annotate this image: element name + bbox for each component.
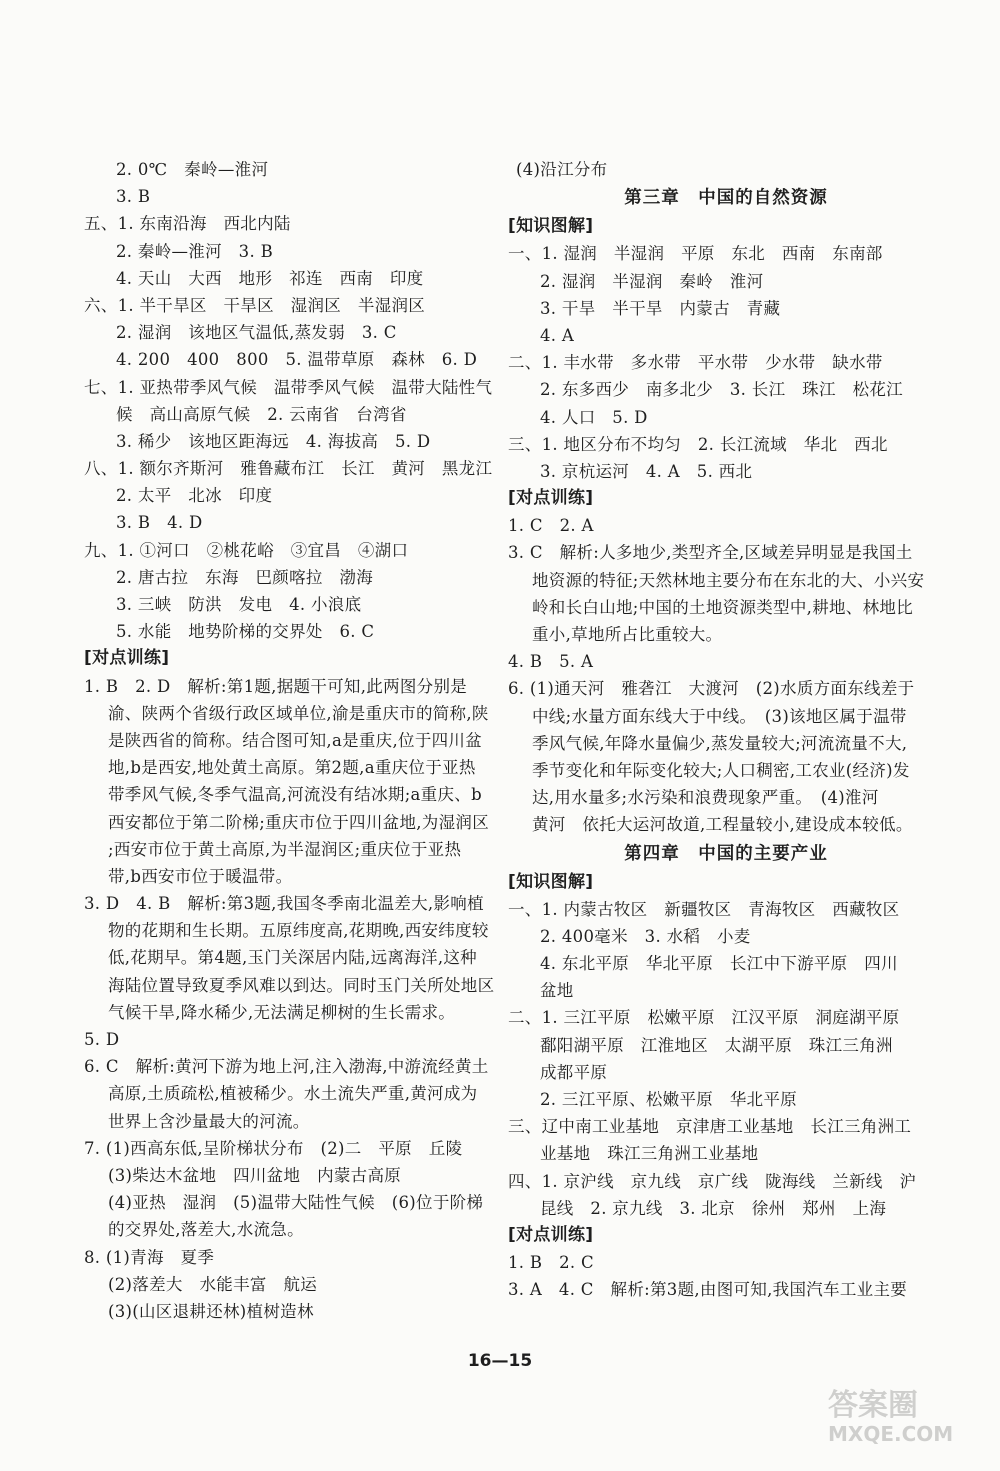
text-line: ;西安市位于黄土高原,为半湿润区;重庆位于亚热 (108, 839, 462, 859)
watermark-logo (820, 1379, 970, 1449)
text-line: 中线;水量方面东线大于中线。 (3)该地区属于温带 (532, 706, 907, 726)
text-line: 三、1. 地区分布不均匀 2. 长江流域 华北 西北 (508, 434, 888, 454)
text-line: 昆线 2. 京九线 3. 北京 徐州 郑州 上海 (540, 1198, 887, 1218)
text-line: 黄河 依托大运河故道,工程量较小,建设成本较低。 (532, 815, 913, 835)
text-line: 1. B 2. D 解析:第1题,据题干可知,此两图分别是 (84, 676, 468, 696)
text-line: 带季风气候,冬季气温高,河流没有结冰期;a重庆、b (108, 785, 482, 805)
text-line: 三、辽中南工业基地 京津唐工业基地 长江三角洲工 (508, 1117, 912, 1137)
text-line: 4. 东北平原 华北平原 长江中下游平原 四川 (540, 954, 898, 974)
page-number: 16—15 (467, 1351, 533, 1371)
text-line: 4. 人口 5. D (540, 407, 648, 427)
text-line: 1. B 2. C (508, 1253, 594, 1273)
text-line: 7. (1)西高东低,呈阶梯状分布 (2)二 平原 丘陵 (84, 1138, 463, 1158)
text-line: (2)落差大 水能丰富 航运 (108, 1274, 318, 1294)
text-line: 3. 干旱 半干旱 内蒙古 青藏 (540, 298, 781, 318)
text-line: 2. 400毫米 3. 水稻 小麦 (540, 926, 751, 946)
text-line: 地资源的特征;天然林地主要分布在东北的大、小兴安 (532, 570, 925, 590)
text-line: 季节变化和年际变化较大;人口稠密,工农业(经济)发 (532, 760, 910, 780)
text-line: (3)柴达木盆地 四川盆地 内蒙古高原 (108, 1165, 402, 1185)
chapter-title: 第三章 中国的自然资源 (624, 188, 828, 209)
watermark-graphic (820, 1379, 970, 1449)
text-line: 业基地 珠江三角洲工业基地 (540, 1144, 759, 1164)
text-line: 2. 0℃ 秦岭—淮河 (116, 160, 269, 179)
text-line: 带,b西安市位于暖温带。 (108, 866, 293, 886)
text-line: (4)沿江分布 (516, 160, 608, 179)
text-line: 达,用水量多;水污染和浪费现象严重。 (4)淮河 (532, 788, 879, 808)
watermark-line1: 答案圈 (828, 1388, 918, 1423)
section-heading: [对点训练] (84, 648, 170, 669)
section-heading: [知识图解] (508, 216, 594, 237)
text-line: (4)亚热 湿润 (5)温带大陆性气候 (6)位于阶梯 (108, 1193, 484, 1213)
text-line: 1. C 2. A (508, 516, 594, 536)
section-heading: [对点训练] (508, 488, 594, 509)
text-line: 2. 湿润 半湿润 秦岭 淮河 (540, 271, 764, 291)
text-line: 盆地 (540, 981, 574, 1001)
text-line: 西安都位于第二阶梯;重庆市位于四川盆地,为湿润区 (108, 812, 490, 832)
text-line: 6. C 解析:黄河下游为地上河,注入渤海,中游流经黄土 (84, 1057, 489, 1077)
text-line: 的交界处,落差大,水流急。 (108, 1220, 304, 1240)
text-line: 3. 稀少 该地区距海远 4. 海拔高 5. D (116, 431, 431, 451)
text-line: 四、1. 京沪线 京九线 京广线 陇海线 兰新线 沪 (508, 1171, 917, 1191)
text-line: 2. 三江平原、松嫩平原 华北平原 (540, 1090, 798, 1109)
text-line: 九、1. ①河口 ②桃花峪 ③宜昌 ④湖口 (84, 540, 409, 560)
text-line: 3. B 4. D (116, 513, 203, 533)
text-line: 4. B 5. A (508, 652, 594, 672)
text-line: 八、1. 额尔齐斯河 雅鲁藏布江 长江 黄河 黑龙江 (84, 459, 493, 479)
text-line: 成都平原 (540, 1062, 608, 1082)
text-line: 一、1. 内蒙古牧区 新疆牧区 青海牧区 西藏牧区 (508, 899, 900, 919)
text-line: 2. 太平 北冰 印度 (116, 486, 273, 506)
text-line: 渝、陕两个省级行政区域单位,渝是重庆市的简称,陕 (108, 703, 489, 723)
text-line: 4. A (540, 325, 575, 345)
text-line: 2. 湿润 该地区气温低,蒸发弱 3. C (116, 323, 397, 343)
text-line: 3. D 4. B 解析:第3题,我国冬季南北温差大,影响植 (84, 894, 484, 914)
text-line: 3. 三峡 防洪 发电 4. 小浪底 (116, 595, 362, 614)
chapter-title: 第四章 中国的主要产业 (624, 843, 828, 864)
left-column (84, 156, 502, 1325)
text-line: 季风气候,年降水量偏少,蒸发量较大;河流流量不大, (532, 733, 908, 753)
text-line: 六、1. 半干旱区 干旱区 湿润区 半湿润区 (84, 295, 426, 315)
text-line: 是陕西省的简称。结合图可知,a是重庆,位于四川盆 (108, 730, 483, 750)
watermark-line2: MXQE.COM (828, 1422, 954, 1446)
text-line: 6. (1)通天河 雅砻江 大渡河 (2)水质方面东线差于 (508, 679, 915, 699)
text-line: 2. 唐古拉 东海 巴颜喀拉 渤海 (116, 567, 374, 587)
text-line: 重小,草地所占比重较大。 (532, 625, 723, 644)
text-line: 2. 秦岭—淮河 3. B (116, 241, 274, 261)
text-line: (3)(山区退耕还林)植树造林 (108, 1301, 314, 1321)
section-heading: [知识图解] (508, 871, 594, 892)
text-line: 3. B (116, 187, 151, 207)
text-line: 3. C 解析:人多地少,类型齐全,区域差异明显是我国土 (508, 543, 913, 563)
text-line: 2. 东多西少 南多北少 3. 长江 珠江 松花江 (540, 380, 903, 400)
text-line: 候 高山高原气候 2. 云南省 台湾省 (116, 404, 407, 424)
text-line: 高原,土质疏松,植被稀少。水土流失严重,黄河成为 (108, 1084, 478, 1104)
text-line: 二、1. 丰水带 多水带 平水带 少水带 缺水带 (508, 353, 883, 373)
text-line: 物的花期和生长期。五原纬度高,花期晚,西安纬度较 (108, 921, 489, 941)
text-line: 8. (1)青海 夏季 (84, 1247, 215, 1267)
text-line: 五、1. 东南沿海 西北内陆 (84, 214, 291, 234)
text-line: 4. 天山 大西 地形 祁连 西南 印度 (116, 268, 424, 288)
right-column (508, 156, 944, 1304)
text-line: 3. A 4. C 解析:第3题,由图可知,我国汽车工业主要 (508, 1280, 908, 1300)
text-line: 3. 京杭运河 4. A 5. 西北 (540, 461, 753, 481)
text-line: 气候干旱,降水稀少,无法满足柳树的生长需求。 (108, 1002, 456, 1022)
text-line: 5. 水能 地势阶梯的交界处 6. C (116, 622, 375, 642)
text-line: 低,花期早。第4题,玉门关深居内陆,远离海洋,这种 (108, 948, 477, 968)
text-line: 4. 200 400 800 5. 温带草原 森林 6. D (116, 350, 478, 370)
text-line: 世界上含沙量最大的河流。 (108, 1111, 310, 1131)
text-line: 海陆位置导致夏季风难以到达。同时玉门关所处地区 (108, 975, 495, 995)
text-line: 一、1. 湿润 半湿润 平原 东北 西南 东南部 (508, 244, 883, 264)
text-line: 岭和长白山地;中国的土地资源类型中,耕地、林地比 (532, 597, 914, 617)
text-line: 二、1. 三江平原 松嫩平原 江汉平原 洞庭湖平原 (508, 1008, 900, 1028)
text-line: 七、1. 亚热带季风气候 温带季风气候 温带大陆性气 (84, 377, 493, 397)
section-heading: [对点训练] (508, 1224, 594, 1245)
text-line: 5. D (84, 1030, 120, 1049)
text-line: 地,b是西安,地处黄土高原。第2题,a重庆位于亚热 (108, 758, 476, 778)
text-line: 鄱阳湖平原 江淮地区 太湖平原 珠江三角洲 (540, 1035, 893, 1055)
